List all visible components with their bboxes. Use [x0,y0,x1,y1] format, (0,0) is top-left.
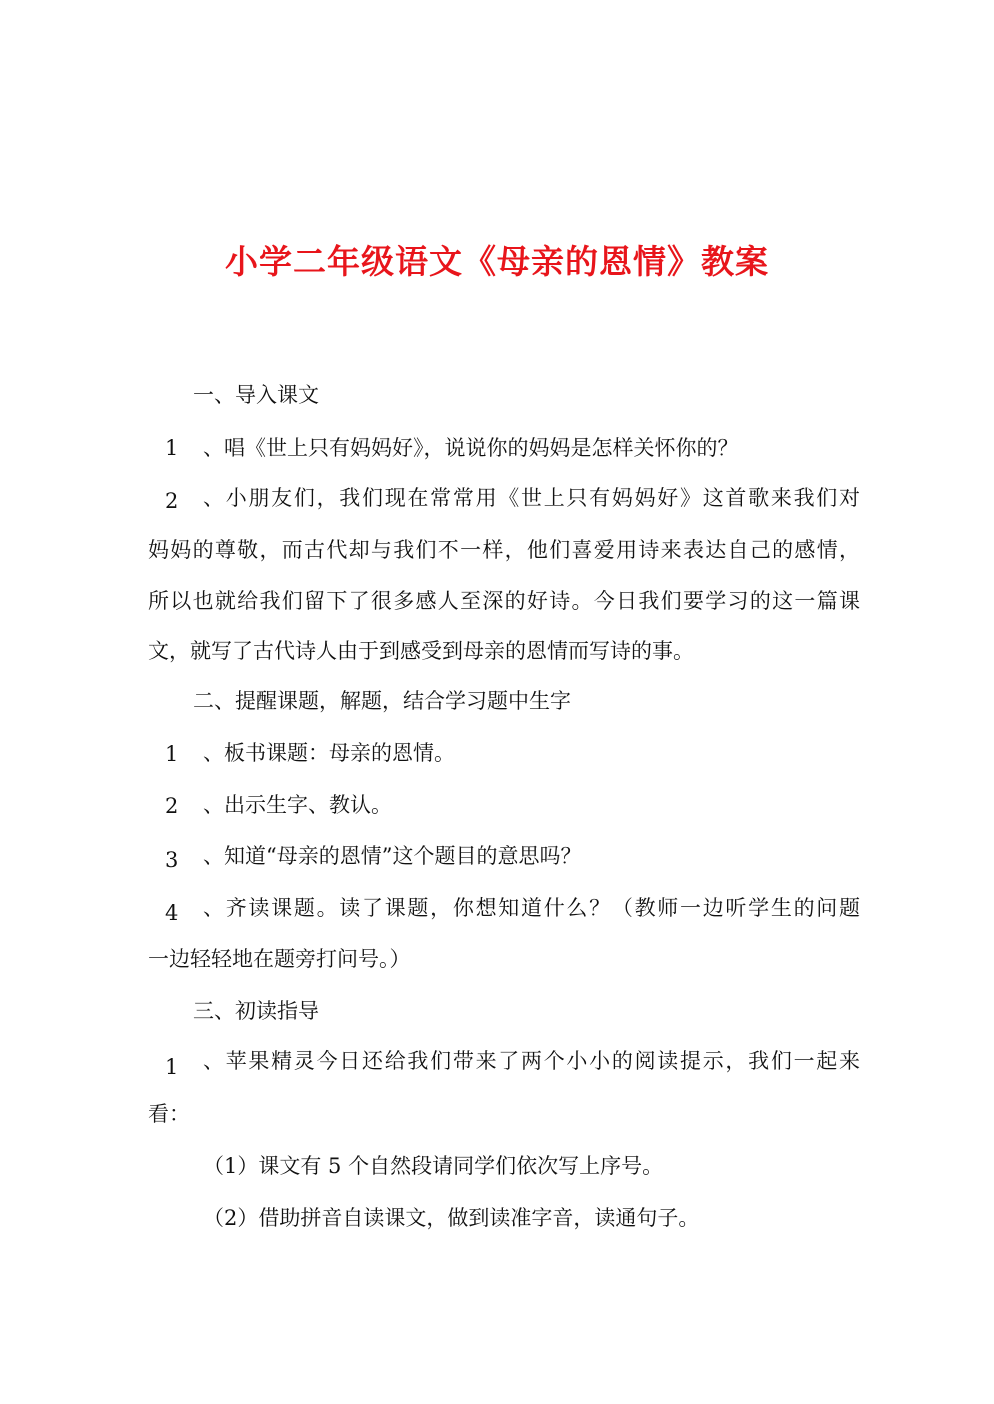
item-number: 1 [165,436,179,460]
item-number: 3 [165,848,179,872]
item-text: 、出示生字、教认。 [203,793,392,817]
paragraph-line: 妈妈的尊敬，而古代却与我们不一样，他们喜爱用诗来表达自己的感情， [148,538,860,562]
paragraph-line: 所以也就给我们留下了很多感人至深的好诗。今日我们要学习的这一篇课 [148,589,860,613]
paragraph-line: 看： [148,1102,190,1126]
item-text: 、唱《世上只有妈妈好》，说说你的妈妈是怎样关怀你的？ [203,436,739,460]
item-number: 1 [165,742,179,766]
item-number: 2 [165,794,179,818]
section-heading-3: 三、初读指导 [193,999,319,1023]
item-text: 、齐读课题。读了课题，你想知道什么？（教师一边听学生的问题 [203,896,860,920]
item-text: 、板书课题：母亲的恩情。 [203,741,455,765]
item-text: 、苹果精灵今日还给我们带来了两个小小的阅读提示，我们一起来 [203,1049,860,1073]
item-text: 、小朋友们，我们现在常常用《世上只有妈妈好》这首歌来我们对 [203,486,860,510]
section-heading-2: 二、提醒课题，解题，结合学习题中生字 [193,689,571,713]
item-text: 、知道“母亲的恩情”这个题目的意思吗？ [203,844,582,868]
item-number: 2 [165,489,179,513]
paragraph-line: 一边轻轻地在题旁打问号。） [148,947,411,971]
sub-item: （2）借助拼音自读课文，做到读准字音，读通句子。 [203,1206,700,1230]
paragraph-line: 文，就写了古代诗人由于到感受到母亲的恩情而写诗的事。 [148,639,694,663]
sub-item: （1）课文有 5 个自然段请同学们依次写上序号。 [203,1154,664,1178]
item-number: 1 [165,1055,179,1079]
document-title: 小学二年级语文《母亲的恩情》教案 [225,242,769,281]
item-number: 4 [165,901,179,925]
section-heading-1: 一、导入课文 [193,383,319,407]
